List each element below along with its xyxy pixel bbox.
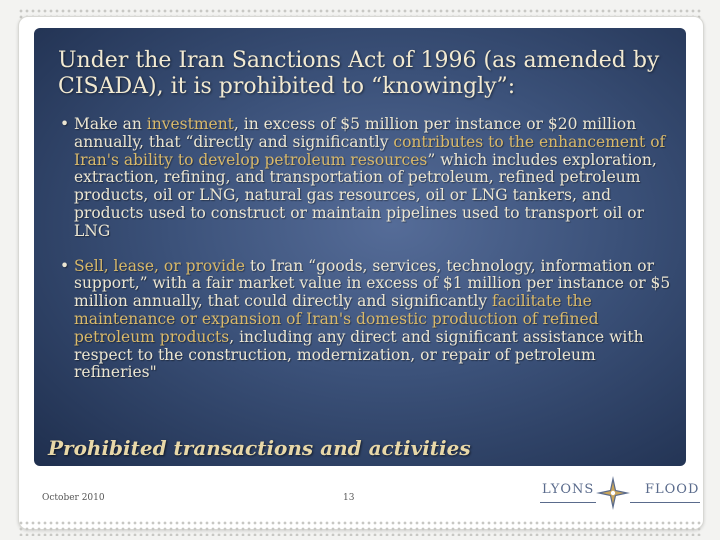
bullet-text: Make an — [74, 115, 147, 133]
slide-title: Under the Iran Sanctions Act of 1996 (as amended by CISADA), it is prohibited to “knowingly”: — [58, 48, 660, 99]
logo-text-right: FLOOD — [645, 482, 700, 497]
logo-rule-right — [630, 502, 700, 503]
bullet-item — [58, 116, 678, 241]
bullet-list — [58, 116, 678, 382]
company-logo — [540, 474, 700, 518]
footer-date: October 2010 — [42, 493, 105, 503]
bullet-text: , in excess of $5 million per instance or $20 million annually, that “directly and significantly — [74, 115, 637, 151]
bullet-text: ” which includes exploration, extraction, refining, and transportation of petroleum, refined petroleum products, oil or LNG, natural gas resources, oil or LNG tankers, and products used to construct or maintain pipelines used to transport oil or LNG — [74, 150, 657, 240]
bullet-dot-icon: • — [60, 256, 70, 275]
highlighted-text: Sell, lease, or provide — [74, 256, 246, 275]
highlighted-text: investment — [146, 115, 234, 133]
bottom-dot-border — [18, 520, 702, 536]
page-number: 13 — [343, 493, 355, 503]
highlighted-text: facilitate the maintenance or expansion of Iran's domestic production of refined petroleum products — [74, 292, 599, 346]
logo-rule-left — [540, 502, 596, 503]
bullet-dot-icon: • — [60, 115, 70, 133]
highlighted-text: contributes to the enhancement of Iran's ability to develop petroleum resources — [74, 132, 666, 169]
slide-subtitle: Prohibited transactions and activities — [48, 436, 471, 460]
compass-star-icon — [596, 476, 630, 510]
logo-text-left: LYONS — [542, 482, 595, 497]
bullet-item — [58, 258, 678, 383]
bullet-text: , including any direct and significant assistance with respect to the construction, modernization, or repair of petroleum refineries" — [74, 327, 644, 382]
bullet-text: to Iran “goods, services, technology, information or support,” with a fair market value in excess of $1 million per instance or $5 million annually, that could directly and significantly — [74, 256, 671, 311]
